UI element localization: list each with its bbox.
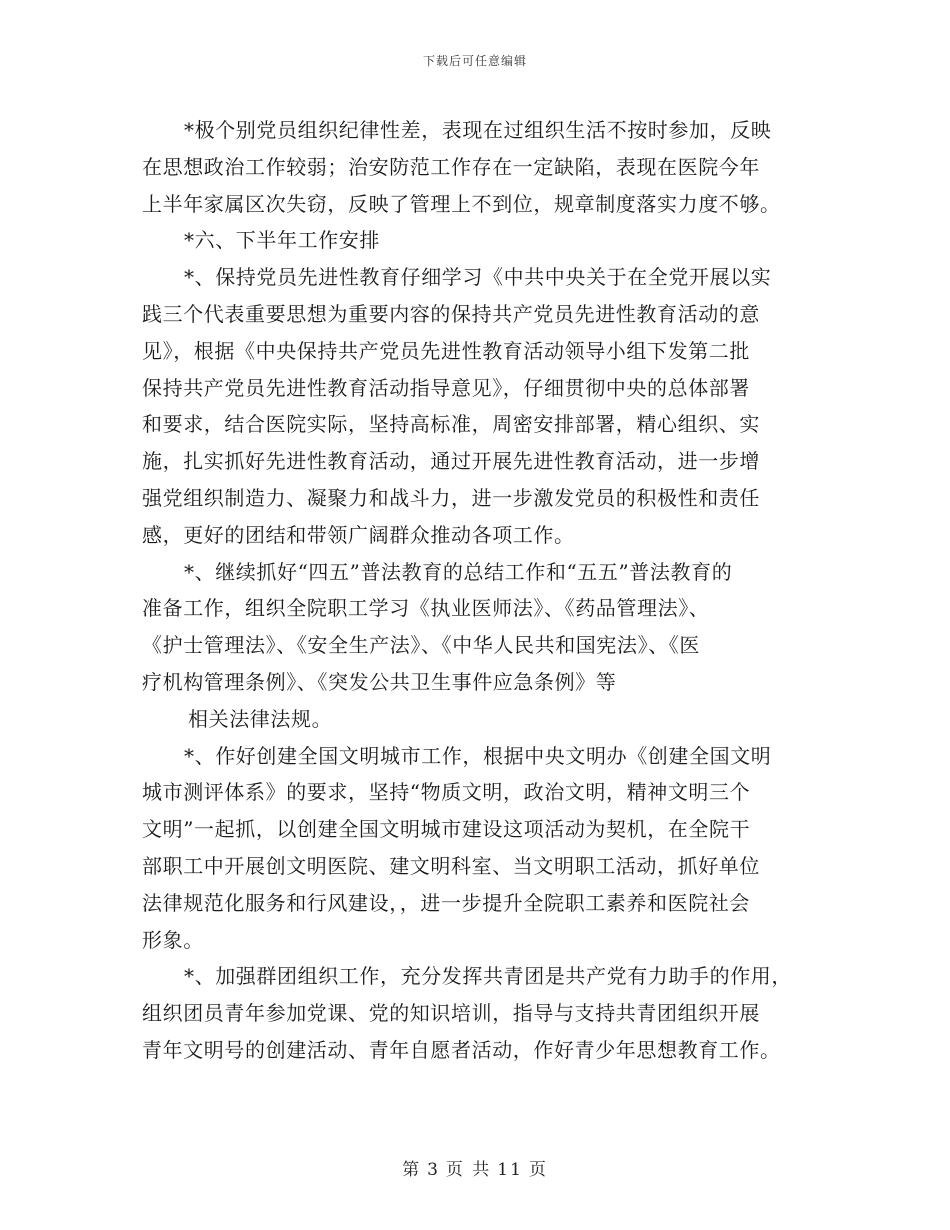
text-line: 施，扎实抓好先进性教育活动，通过开展先进性教育活动，进一步增 [142,449,760,474]
text-line: 准备工作，组织全院职工学习《执业医师法》、《药品管理法》、 [142,596,710,621]
text-line: 文明”一起抓，以创建全国文明城市建设这项活动为契机，在全院干 [142,817,751,842]
text-line: 见》，根据《中央保持共产党员先进性教育活动领导小组下发第二批 [142,338,750,363]
text-line: *、保持党员先进性教育仔细学习《中共中央关于在全党开展以实 [184,265,772,290]
text-line: 形象。 [142,927,204,952]
footer-suffix: 页 [528,1160,548,1180]
text-line: 在思想政治工作较弱；治安防范工作存在一定缺陷，表现在医院今年 [142,154,760,179]
footer-prefix: 第 [402,1160,422,1180]
total-pages-number: 11 [497,1160,523,1180]
text-line: *极个别党员组织纪律性差，表现在过组织生活不按时参加，反映 [184,118,772,142]
document-body [142,112,810,1069]
text-line: *、加强群团组织工作，充分发挥共青团是共产党有力助手的作用， [184,964,792,989]
text-line: 疗机构管理条例》、《突发公共卫生事件应急条例》等 [142,669,617,694]
text-line: 相关法律法规。 [188,706,333,731]
text-line: 保持共产党员先进性教育活动指导意见》，仔细贯彻中央的总体部署 [142,375,750,400]
text-line: 感，更好的团结和带领广阔群众推动各项工作。 [142,522,575,547]
section-heading: *六、下半年工作安排 [184,228,380,253]
text-line: 强党组织制造力、凝聚力和战斗力，进一步激发党员的积极性和责任 [142,485,760,510]
text-line: 《护士管理法》、《安全生产法》、《中华人民共和国宪法》、《医 [142,633,700,658]
text-line: 践三个代表重要思想为重要内容的保持共产党员先进性教育活动的意 [142,301,760,326]
footer-middle: 页 共 [445,1160,492,1180]
text-line: 上半年家属区次失窃，反映了管理上不到位，规章制度落实力度不够。 [142,191,781,216]
text-line: 和要求，结合医院实际，坚持高标准，周密安排部署，精心组织、实 [142,412,760,437]
text-line: 法律规范化服务和行风建设，，进一步提升全院职工素养和医院社会 [142,890,750,915]
text-line: 青年文明号的创建活动、青年自愿者活动，作好青少年思想教育工作。 [142,1037,781,1062]
page-footer [0,1155,950,1180]
text-line: *、作好创建全国文明城市工作，根据中央文明办《创建全国文明 [184,743,772,768]
text-line: *、继续抓好“四五”普法教育的总结工作和“五五”普法教育的 [184,559,733,584]
page-header: 下载后可任意编辑 [422,54,527,68]
current-page-number: 3 [427,1160,440,1180]
text-line: 部职工中开展创文明医院、建文明科室、当文明职工活动，抓好单位 [142,853,760,878]
text-line: 组织团员青年参加党课、党的知识培训，指导与支持共青团组织开展 [142,1001,760,1026]
text-line: 城市测评体系》的要求，坚持“物质文明，政治文明，精神文明三个 [142,780,751,805]
